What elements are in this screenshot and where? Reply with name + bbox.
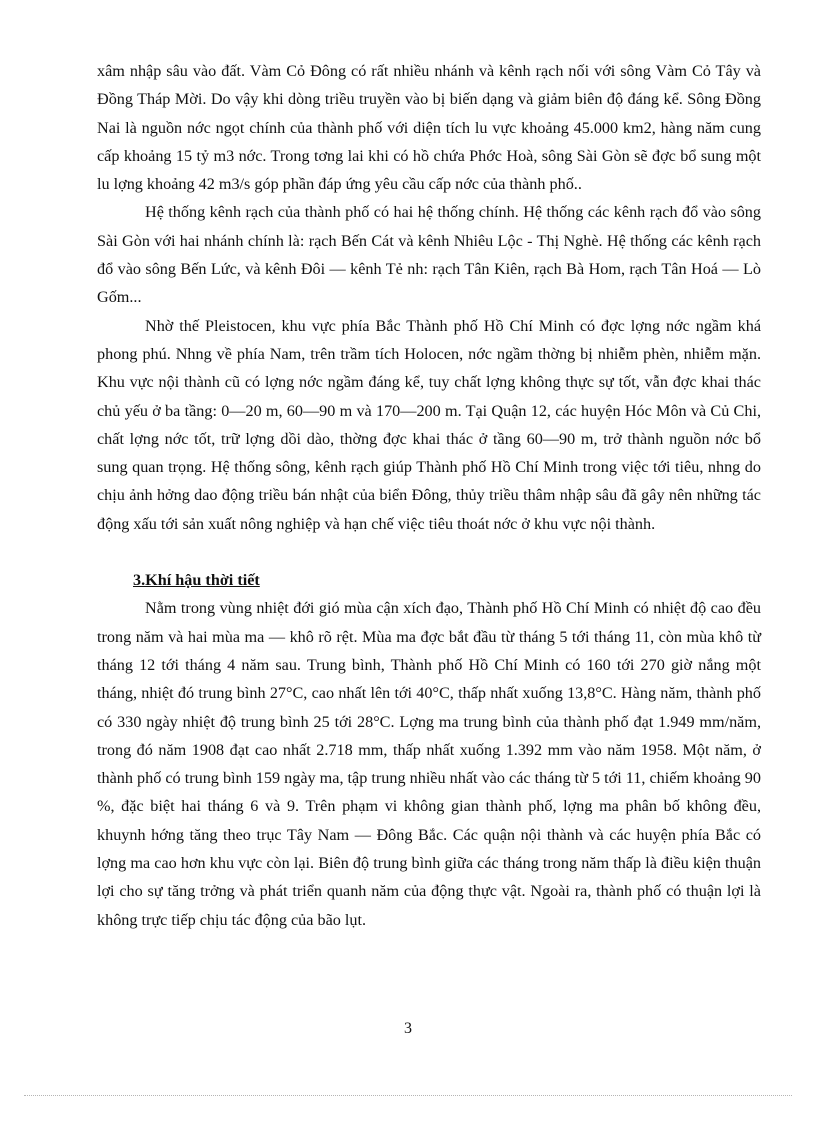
paragraph-water-sources: xâm nhập sâu vào đất. Vàm Cỏ Đông có rất nhiều nhánh và kênh rạch nối với sông Vàm Cỏ Tây và Đồng Tháp Mời. Do vậy khi dòng triều truyền vào bị biến dạng và giảm biên độ đáng kể. Sông Đồng Nai là nguồn nớc ngọt chính của thành phố với diện tích lu vực khoảng 45.000 km2, hàng năm cung cấp khoảng 15 tỷ m3 nớc. Trong tơng lai khi có hồ chứa Phớc Hoà, sông Sài Gòn sẽ đợc bổ sung một lu lợng khoảng 42 m3/s góp phần đáp ứng yêu cầu cấp nớc của thành phố.. — [97, 62, 761, 194]
paragraph-climate: Nằm trong vùng nhiệt đới gió mùa cận xích đạo, Thành phố Hồ Chí Minh có nhiệt độ cao đều trong năm và hai mùa ma — khô rõ rệt. Mùa ma đợc bắt đầu từ tháng 5 tới tháng 11, còn mùa khô từ tháng 12 tới tháng 4 năm sau. Trung bình, Thành phố Hồ Chí Minh có 160 tới 270 giờ nắng một tháng, nhiệt đó trung bình 27°C, cao nhất lên tới 40°C, thấp nhất xuống 13,8°C. Hàng năm, thành phố có 330 ngày nhiệt độ trung bình 25 tới 28°C. Lợng ma trung bình của thành phố đạt 1.949 mm/năm, trong đó năm 1908 đạt cao nhất 2.718 mm, thấp nhất xuống 1.392 mm vào năm 1958. Một năm, ở thành phố có trung bình 159 ngày ma, tập trung nhiều nhất vào các tháng từ 5 tới 11, chiếm khoảng 90 %, đặc biệt hai tháng 6 và 9. Trên phạm vi không gian thành phố, lợng ma phân bố không đều, khuynh hớng tăng theo trục Tây Nam — Đông Bắc. Các quận nội thành và các huyện phía Bắc có lợng ma cao hơn khu vực còn lại. Biên độ trung bình giữa các tháng trong năm thấp là điều kiện thuận lợi cho sự tăng trởng và phát triển quanh năm của động thực vật. Ngoài ra, thành phố có thuận lợi là không trực tiếp chịu tác động của bão lụt. — [97, 599, 761, 929]
section-heading-climate: 3.Khí hậu thời tiết — [133, 571, 260, 590]
footer-divider — [24, 1095, 792, 1096]
page-number: 3 — [404, 1020, 412, 1037]
paragraph-groundwater: Nhờ thế Pleistocen, khu vực phía Bắc Thành phố Hồ Chí Minh có đợc lợng nớc ngầm khá phong phú. Nhng về phía Nam, trên trầm tích Holocen, nớc ngầm thờng bị nhiễm phèn, nhiễm mặn. Khu vực nội thành cũ có lợng nớc ngầm đáng kể, tuy chất lợng không thực sự tốt, vẫn đợc khai thác chủ yếu ở ba tầng: 0—20 m, 60—90 m và 170—200 m. Tại Quận 12, các huyện Hóc Môn và Củ Chi, chất lợng nớc tốt, trữ lợng dồi dào, thờng đợc khai thác ở tầng 60—90 m, trở thành nguồn nớc bổ sung quan trọng. Hệ thống sông, kênh rạch giúp Thành phố Hồ Chí Minh trong việc tới tiêu, nhng do chịu ảnh hởng dao động triều bán nhật của biển Đông, thủy triều thâm nhập sâu đã gây nên những tác động xấu tới sản xuất nông nghiệp và hạn chế việc tiêu thoát nớc ở khu vực nội thành. — [97, 316, 761, 533]
paragraph-canal-systems: Hệ thống kênh rạch của thành phố có hai hệ thống chính. Hệ thống các kênh rạch đổ vào sông Sài Gòn với hai nhánh chính là: rạch Bến Cát và kênh Nhiêu Lộc - Thị Nghè. Hệ thống các kênh rạch đổ vào sông Bến Lức, và kênh Đôi — kênh Tẻ nh: rạch Tân Kiên, rạch Bà Hom, rạch Tân Hoá — Lò Gốm... — [97, 203, 761, 307]
document-body — [97, 57, 761, 934]
